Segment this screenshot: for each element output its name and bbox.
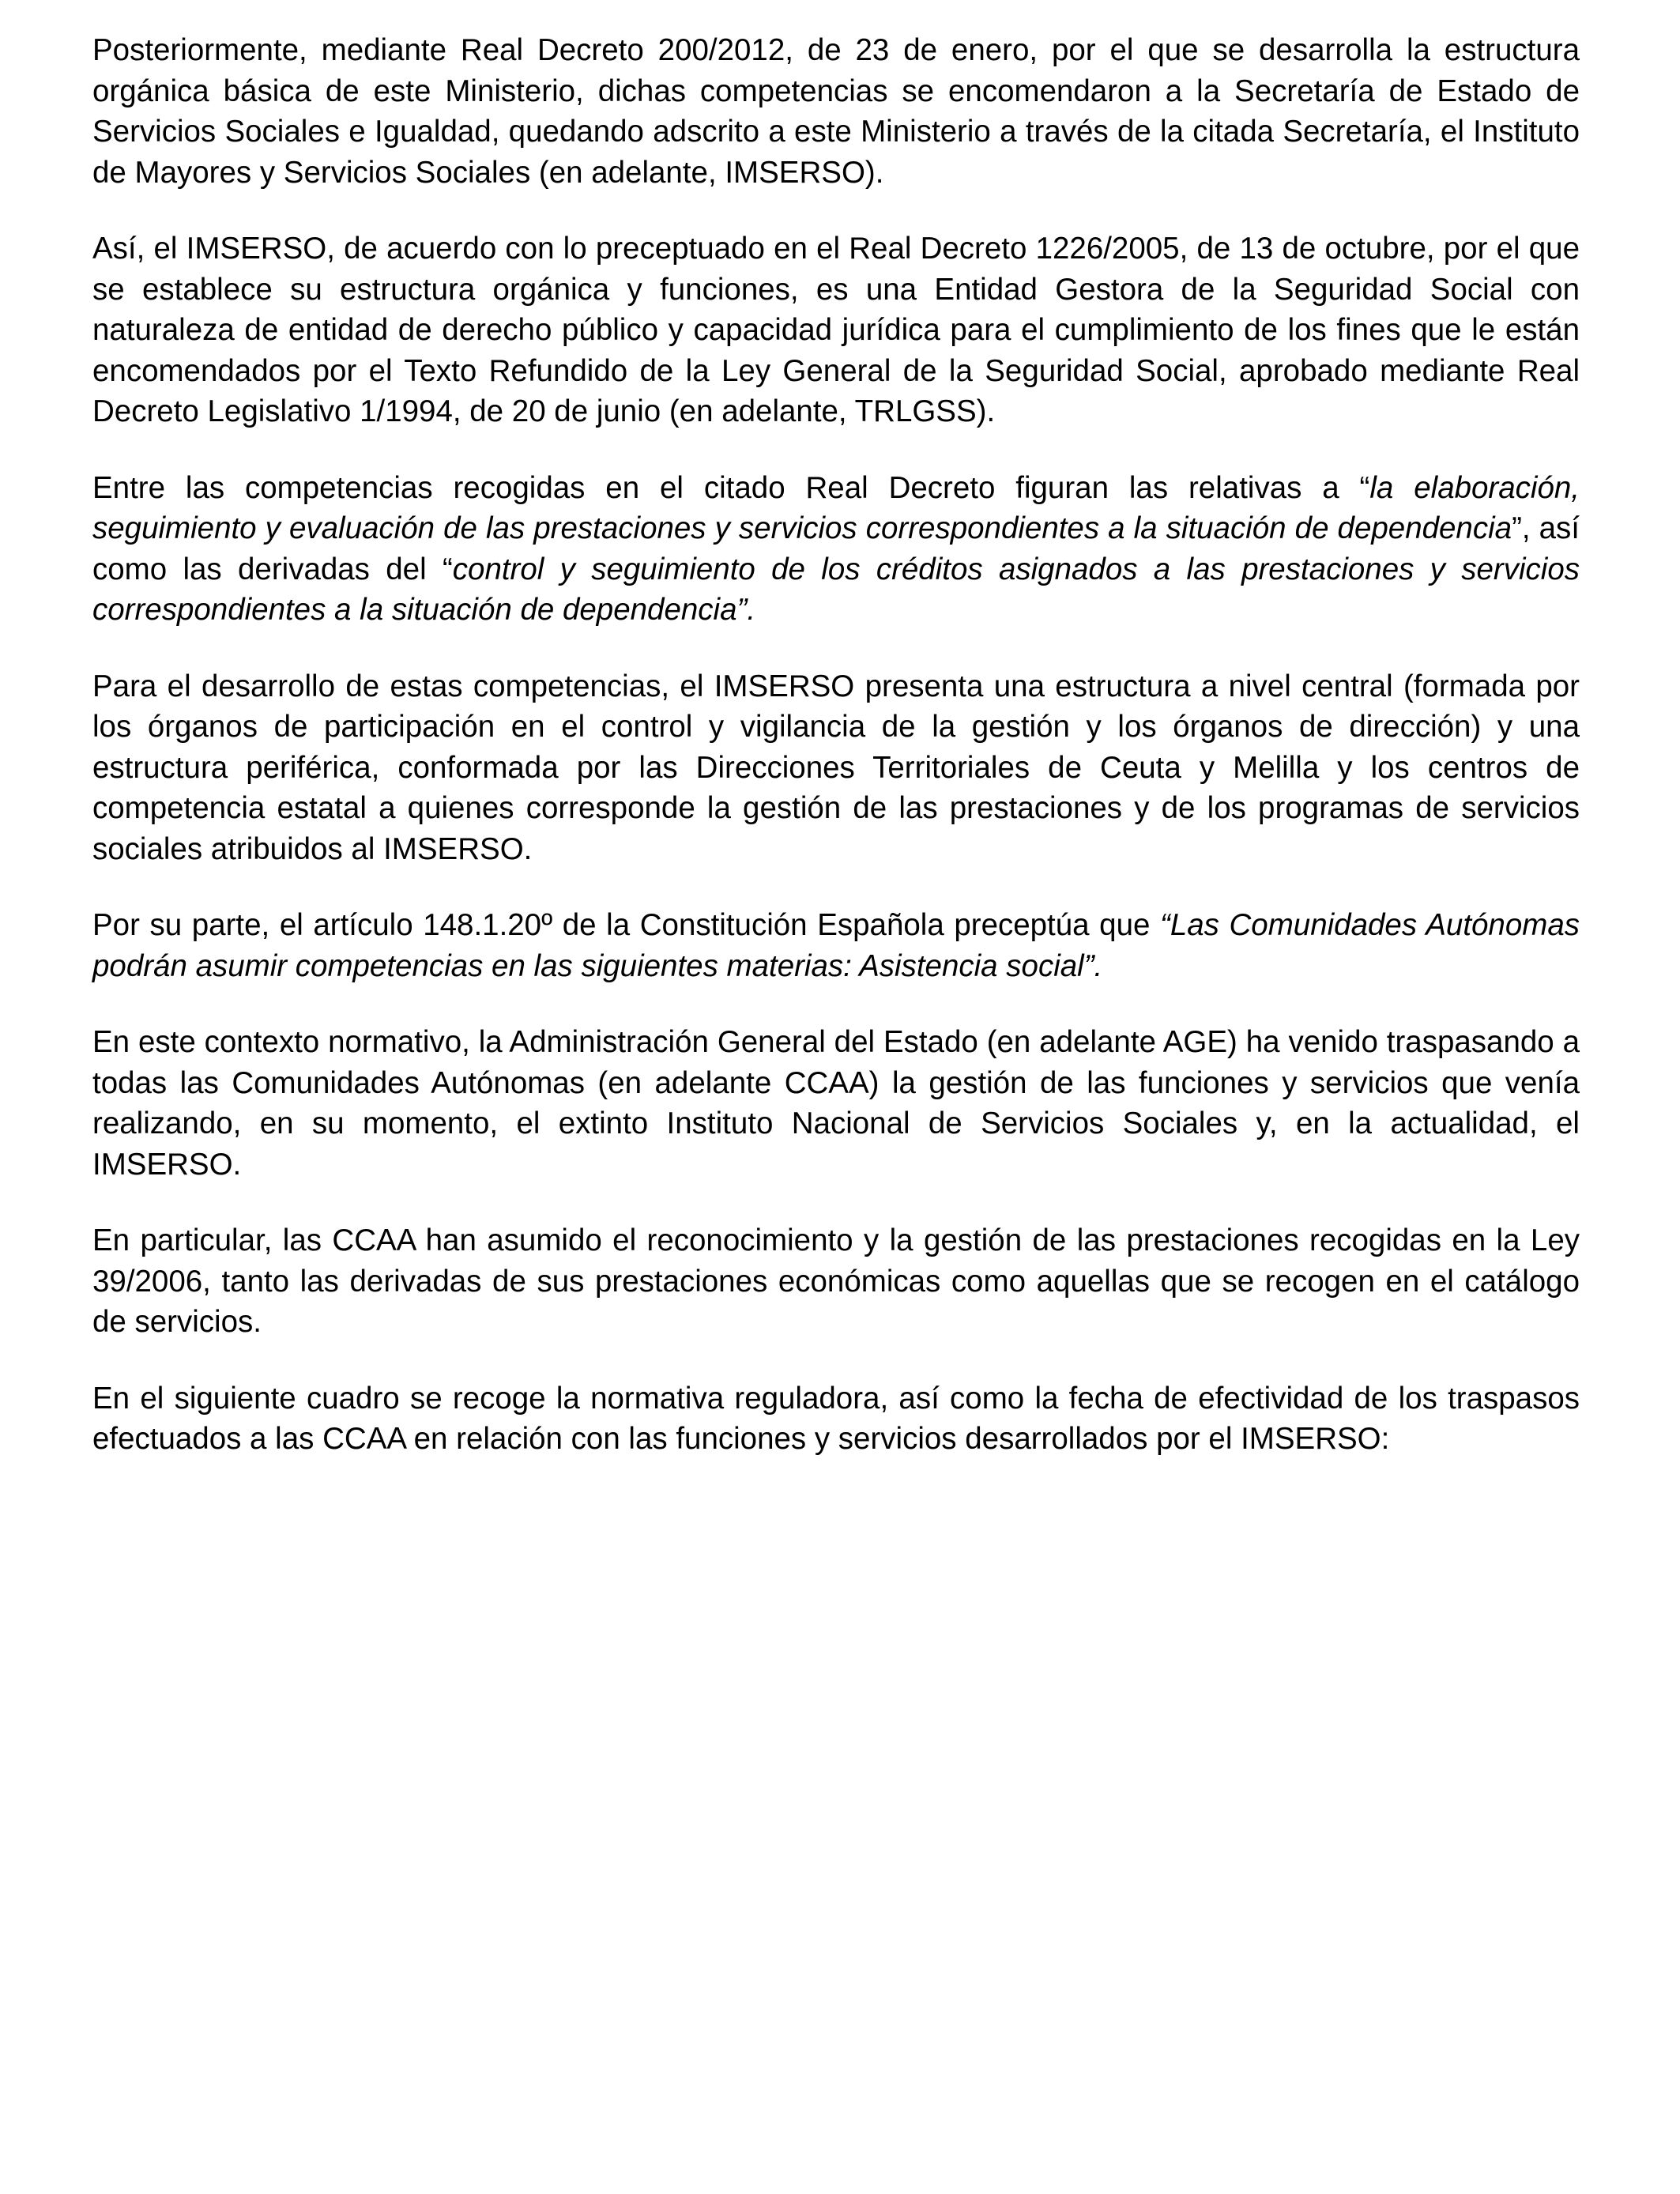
paragraph-2-text: Así, el IMSERSO, de acuerdo con lo preceptuado en el Real Decreto 1226/2005, de 13 de octubre, por el que se establece su estructura orgánica y funciones, es una Entidad Gestora de la Seguridad Social con naturaleza de entidad de derecho público y capacidad jurídica para el cumplimiento de los fines que le están encomendados por el Texto Refundido de la Ley General de la Seguridad Social, aprobado mediante Real Decreto Legislativo 1/1994, de 20 de junio (en adelante, TRLGSS). (92, 232, 1580, 428)
paragraph-3-quote-1: la elaboración, seguimiento y evaluación de las prestaciones y servicios correspondientes a la situación de dependencia (92, 470, 1580, 545)
document-body (92, 30, 1580, 1495)
paragraph-3-text-a: Entre las competencias recogidas en el citado Real Decreto figuran las relativas a “ (92, 470, 1370, 505)
paragraph-4-text: Para el desarrollo de estas competencias, el IMSERSO presenta una estructura a nivel central (formada por los órganos de participación en el control y vigilancia de la gestión y los órganos de dirección) y una estructura periférica, conformada por las Direcciones Territoriales de Ceuta y Melilla y los centros de competencia estatal a quienes corresponde la gestión de las prestaciones y de los programas de servicios sociales atribuidos al IMSERSO. (92, 669, 1580, 866)
paragraph-1 (92, 30, 1580, 193)
paragraph-3-quote-2: control y seguimiento de los créditos asignados a las prestaciones y servicios correspondientes a la situación de dependencia”. (92, 552, 1580, 627)
paragraph-3-text-b: ”, así como las derivadas del “ (92, 511, 1580, 586)
paragraph-6 (92, 1022, 1580, 1185)
paragraph-8 (92, 1378, 1580, 1460)
paragraph-2 (92, 228, 1580, 432)
paragraph-7-text: En particular, las CCAA han asumido el reconocimiento y la gestión de las prestaciones recogidas en la Ley 39/2006, tanto las derivadas de sus prestaciones económicas como aquellas que se recogen en el catálogo de servicios. (92, 1223, 1580, 1339)
paragraph-8-text: En el siguiente cuadro se recoge la normativa reguladora, así como la fecha de efectividad de los traspasos efectuados a las CCAA en relación con las funciones y servicios desarrollados por el IMSERSO: (92, 1381, 1580, 1456)
paragraph-1-text: Posteriormente, mediante Real Decreto 200/2012, de 23 de enero, por el que se desarrolla la estructura orgánica básica de este Ministerio, dichas competencias se encomendaron a la Secretaría de Estado de Servicios Sociales e Igualdad, quedando adscrito a este Ministerio a través de la citada Secretaría, el Instituto de Mayores y Servicios Sociales (en adelante, IMSERSO). (92, 33, 1580, 190)
paragraph-4 (92, 666, 1580, 870)
paragraph-5-quote: “Las Comunidades Autónomas podrán asumir competencias en las siguientes materias: Asistencia social”. (92, 908, 1580, 983)
paragraph-3 (92, 468, 1580, 631)
paragraph-5 (92, 905, 1580, 986)
paragraph-7 (92, 1220, 1580, 1343)
paragraph-6-text: En este contexto normativo, la Administración General del Estado (en adelante AGE) ha venido traspasando a todas las Comunidades Autónomas (en adelante CCAA) la gestión de las funciones y servicios que venía realizando, en su momento, el extinto Instituto Nacional de Servicios Sociales y, en la actualidad, el IMSERSO. (92, 1025, 1580, 1182)
paragraph-5-text: Por su parte, el artículo 148.1.20º de la Constitución Española preceptúa que (92, 908, 1161, 942)
